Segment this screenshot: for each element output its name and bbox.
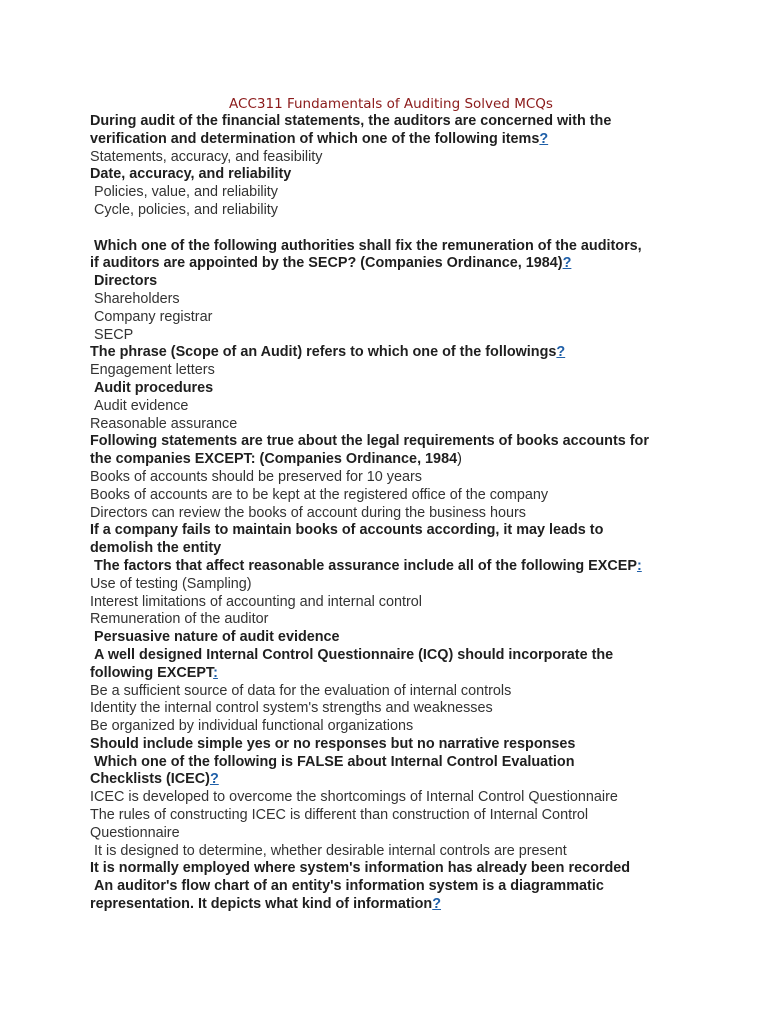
- option-line: [90, 594, 690, 612]
- option-line: [90, 718, 690, 736]
- line-text: Be a sufficient source of data for the evaluation of internal controls: [90, 682, 512, 699]
- option-line: [90, 683, 690, 701]
- answer-line: [90, 540, 690, 558]
- option-line: [90, 398, 690, 416]
- question-line: [90, 896, 690, 914]
- question-line: [90, 647, 690, 665]
- question-line: [90, 451, 690, 469]
- question-line: [90, 558, 690, 576]
- option-line: [90, 362, 690, 380]
- line-text: The rules of constructing ICEC is different than construction of Internal Control: [90, 807, 589, 824]
- answer-line: [90, 522, 690, 540]
- answer-line: [90, 629, 690, 647]
- line-text: A well designed Internal Control Questionnaire (ICQ) should incorporate the: [90, 646, 614, 663]
- option-line: [90, 327, 690, 345]
- question-line: [90, 238, 690, 256]
- document-page: [90, 95, 690, 914]
- line-text: Identity the internal control system's strengths and weaknesses: [90, 700, 493, 717]
- option-line: [90, 505, 690, 523]
- question-mark-link[interactable]: :: [213, 664, 218, 681]
- mcq-list: [90, 113, 690, 914]
- line-text: demolish the entity: [90, 540, 222, 557]
- question-mark-link[interactable]: ?: [432, 896, 442, 913]
- question-mark-link[interactable]: :: [636, 557, 642, 574]
- blank-line: [90, 220, 690, 238]
- line-text: Books of accounts are to be kept at the registered office of the company: [90, 486, 549, 503]
- option-line: [90, 149, 690, 167]
- line-text: Directors: [90, 273, 158, 290]
- line-tail: ): [457, 451, 462, 468]
- line-text: It is normally employed where system's information has already been recorded: [90, 860, 631, 877]
- answer-line: [90, 380, 690, 398]
- option-line: [90, 843, 690, 861]
- line-text: SECP: [90, 326, 134, 343]
- line-text: Following statements are true about the legal requirements of books accounts for: [90, 433, 649, 450]
- line-text: Checklists (ICEC): [90, 771, 210, 788]
- question-line: [90, 344, 690, 362]
- line-text: Audit evidence: [90, 397, 189, 414]
- line-text: The phrase (Scope of an Audit) refers to which one of the followings: [90, 344, 557, 361]
- line-text: Which one of the following authorities shall fix the remuneration of the auditors,: [90, 237, 642, 254]
- option-line: [90, 576, 690, 594]
- line-text: Audit procedures: [90, 379, 214, 396]
- line-text: Be organized by individual functional organizations: [90, 718, 414, 735]
- line-text: Shareholders: [90, 290, 180, 307]
- line-text: Statements, accuracy, and feasibility: [90, 148, 323, 165]
- question-mark-link[interactable]: ?: [539, 130, 549, 147]
- question-mark-link[interactable]: ?: [209, 771, 219, 788]
- answer-line: [90, 736, 690, 754]
- option-line: [90, 700, 690, 718]
- line-text: Cycle, policies, and reliability: [90, 201, 278, 218]
- line-text: Date, accuracy, and reliability: [90, 166, 292, 183]
- line-text: ICEC is developed to overcome the shortcomings of Internal Control Questionnaire: [90, 789, 618, 806]
- line-text: following EXCEPT: [90, 664, 214, 681]
- line-text: Interest limitations of accounting and internal control: [90, 593, 422, 610]
- option-line: [90, 202, 690, 220]
- option-line: [90, 807, 690, 825]
- question-line: [90, 665, 690, 683]
- document-title: ACC311 Fundamentals of Auditing Solved MCQs: [229, 96, 553, 112]
- option-line: [90, 825, 690, 843]
- line-text: Should include simple yes or no responses but no narrative responses: [90, 735, 576, 752]
- option-line: [90, 611, 690, 629]
- line-text: Reasonable assurance: [90, 415, 238, 432]
- line-text: Questionnaire: [90, 824, 180, 841]
- line-text: Which one of the following is FALSE about Internal Control Evaluation: [90, 753, 575, 770]
- answer-line: [90, 166, 690, 184]
- line-text: Directors can review the books of account during the business hours: [90, 504, 526, 521]
- option-line: [90, 309, 690, 327]
- line-text: Persuasive nature of audit evidence: [90, 629, 340, 646]
- line-text: During audit of the financial statements, the auditors are concerned with the: [90, 113, 612, 129]
- answer-line: [90, 860, 690, 878]
- line-text: Company registrar: [90, 308, 213, 325]
- line-text: Use of testing (Sampling): [90, 575, 252, 592]
- line-text: An auditor's flow chart of an entity's information system is a diagrammatic: [90, 878, 604, 895]
- line-text: representation. It depicts what kind of information: [90, 896, 433, 913]
- line-text: The factors that affect reasonable assurance include all of the following EXCEP: [90, 557, 637, 574]
- line-text: Engagement letters: [90, 362, 215, 379]
- line-text: verification and determination of which one of the following items: [90, 130, 540, 147]
- answer-line: [90, 273, 690, 291]
- line-text: Remuneration of the auditor: [90, 611, 269, 628]
- question-line: [90, 255, 690, 273]
- option-line: [90, 789, 690, 807]
- question-mark-link[interactable]: ?: [556, 344, 566, 361]
- question-mark-link[interactable]: ?: [562, 255, 572, 272]
- question-line: [90, 754, 690, 772]
- line-text: if auditors are appointed by the SECP? (Companies Ordinance, 1984): [90, 255, 563, 272]
- option-line: [90, 184, 690, 202]
- line-text: the companies EXCEPT: (Companies Ordinance, 1984: [90, 451, 458, 468]
- line-text: Policies, value, and reliability: [90, 184, 278, 201]
- option-line: [90, 469, 690, 487]
- option-line: [90, 416, 690, 434]
- question-line: [90, 433, 690, 451]
- question-line: [90, 131, 690, 149]
- question-line: [90, 771, 690, 789]
- question-line: [90, 878, 690, 896]
- option-line: [90, 487, 690, 505]
- line-text: It is designed to determine, whether desirable internal controls are present: [90, 842, 567, 859]
- question-line: [90, 113, 690, 131]
- line-text: Books of accounts should be preserved for 10 years: [90, 468, 422, 485]
- option-line: [90, 291, 690, 309]
- line-text: If a company fails to maintain books of accounts according, it may leads to: [90, 522, 604, 539]
